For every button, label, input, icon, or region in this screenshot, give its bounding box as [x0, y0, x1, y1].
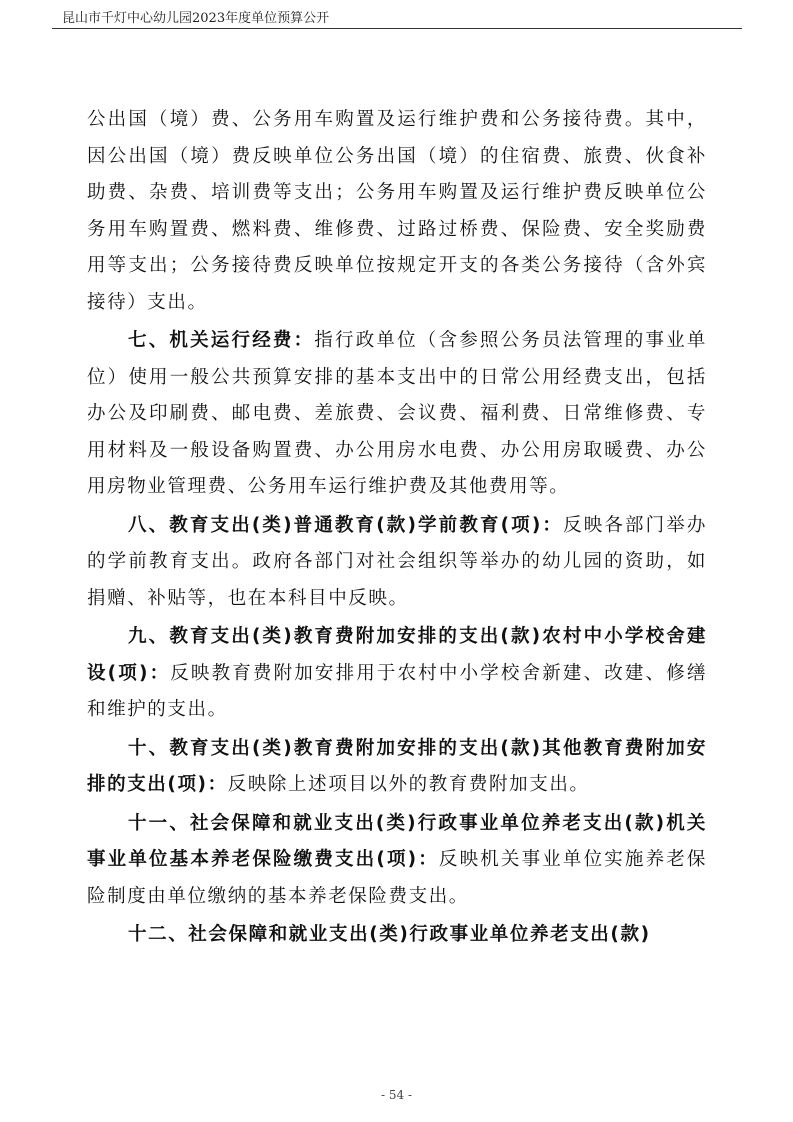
section-heading: 八、教育支出(类)普通教育(款)学前教育(项)：	[128, 514, 564, 536]
document-header: 昆山市千灯中心幼儿园2023年度单位预算公开	[62, 11, 330, 26]
paragraph-text: 反映除上述项目以外的教育费附加支出。	[227, 774, 590, 795]
section-heading: 七、机关运行经费：	[128, 330, 315, 351]
section-heading: 十一、社会保障和就业支出(类)行政事业单位养老支出(款)机关事业单位基本养老保险缴费支出(项)：	[87, 812, 707, 870]
paragraph-section-10	[87, 731, 707, 804]
document-body	[87, 102, 707, 954]
paragraph-continuation	[87, 102, 707, 321]
paragraph-section-11	[87, 806, 707, 916]
section-heading: 十、教育支出(类)教育费附加安排的支出(款)其他教育费附加安排的支出(项)：	[87, 737, 707, 795]
paragraph-text: 反映教育费附加安排用于农村中小学校舍新建、改建、修缮和维护的支出。	[87, 662, 707, 720]
paragraph-text: 反映各部门举办的学前教育支出。政府各部门对社会组织等举办的幼儿园的资助，如捐赠、补贴等，也在本科目中反映。	[87, 514, 707, 609]
paragraph-text: 反映机关事业单位实施养老保险制度由单位缴纳的基本养老保险费支出。	[87, 849, 707, 907]
paragraph-section-12	[87, 917, 707, 954]
paragraph-text: 公出国（境）费、公务用车购置及运行维护费和公务接待费。其中，因公出国（境）费反映单位公务出国（境）的住宿费、旅费、伙食补助费、杂费、培训费等支出；公务用车购置及运行维护费反映单位公务用车购置费、燃料费、维修费、过路过桥费、保险费、安全奖励费用等支出；公务接待费反映单位按规定开支的各类公务接待（含外宾接待）支出。	[87, 109, 707, 313]
page-number: - 54 -	[380, 1088, 412, 1102]
header-rule	[52, 28, 742, 29]
paragraph-section-7	[87, 323, 707, 506]
paragraph-text: 指行政单位（含参照公务员法管理的事业单位）使用一般公共预算安排的基本支出中的日常公用经费支出，包括办公及印刷费、邮电费、差旅费、会议费、福利费、日常维修费、专用材料及一般设备购置费、办公用房水电费、办公用房取暖费、办公用房物业管理费、公务用车运行维护费及其他费用等。	[87, 330, 707, 497]
paragraph-section-9	[87, 619, 707, 729]
section-heading: 九、教育支出(类)教育费附加安排的支出(款)农村中小学校舍建设(项)：	[87, 626, 707, 684]
paragraph-section-8	[87, 508, 707, 618]
section-heading: 十二、社会保障和就业支出(类)行政事业单位养老支出(款)	[128, 924, 651, 945]
